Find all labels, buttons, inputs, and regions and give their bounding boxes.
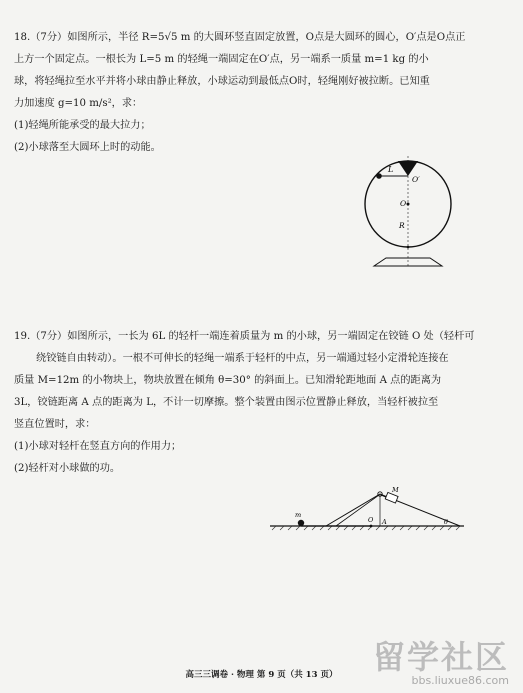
problem-18-line: 18.（7分）如图所示，半径 R=5√5 m 的大圆环竖直固定放置，O点是大圆环的圆心，O′点是O点正 xyxy=(14,32,466,43)
label-R: R xyxy=(399,221,405,230)
problem-19-line: 竖直位置时，求： xyxy=(14,419,96,430)
problem-19-line: 3L，铰链距离 A 点的距离为 L，不计一切摩擦。整个装置由图示位置静止释放，当轻杆被拉至 xyxy=(14,397,439,408)
problem-18-line: 上方一个固定点。一根长为 L=5 m 的轻绳一端固定在O′点，另一端系一质量 m=1 kg 的小 xyxy=(14,54,429,65)
label-A: A xyxy=(382,518,387,526)
question-18-2: (2)小球落至大圆环上时的动能。 xyxy=(14,142,161,153)
problem-19-line: 19.（7分）如图所示，一长为 6L 的轻杆一端连着质量为 m 的小球，另一端固定在铰链 O 处（轻杆可 xyxy=(14,331,475,342)
label-theta: θ xyxy=(444,518,448,526)
watermark xyxy=(373,640,509,687)
center-point xyxy=(407,203,410,206)
figure-incline xyxy=(268,484,468,534)
label-O: O xyxy=(400,199,407,208)
problem-19-line: 质量 M=12m 的小物块上，物块放置在倾角 θ=30° 的斜面上。已知滑轮距地面 A 点的距离为 xyxy=(14,375,442,386)
problem-18-line: 力加速度 g=10 m/s²，求： xyxy=(14,98,143,109)
question-19-2: (2)轻杆对小球做的功。 xyxy=(14,463,121,474)
block xyxy=(385,492,398,503)
label-O: O xyxy=(368,516,374,524)
figure-ring xyxy=(364,150,474,270)
lowest-point xyxy=(407,246,410,249)
problem-19-line: 绕铰链自由转动）。一根不可伸长的轻绳一端系于轻杆的中点，另一端通过轻小定滑轮连接在 xyxy=(36,353,449,364)
page-footer: 高三三调卷 · 物理 第 9 页（共 13 页） xyxy=(185,670,338,680)
hinge xyxy=(370,525,373,528)
problem-19 xyxy=(14,326,510,480)
small-ball xyxy=(298,520,304,526)
label-m: m xyxy=(295,511,302,519)
fixed-support xyxy=(398,161,418,176)
problem-18 xyxy=(14,27,510,159)
ball xyxy=(376,173,382,179)
question-19-1: (1)小球对轻杆在竖直方向的作用力； xyxy=(14,441,182,452)
problem-18-line: 球，将轻绳拉至水平并将小球由静止释放，小球运动到最低点O时，轻绳刚好被拉断。已知重 xyxy=(14,76,430,87)
watermark-url: bbs.liuxue86.com xyxy=(411,674,509,687)
label-O-prime: O′ xyxy=(412,175,420,184)
watermark-logo: 留学社区 xyxy=(372,638,509,676)
label-L: L xyxy=(388,165,394,174)
question-18-1: (1)轻绳所能承受的最大拉力； xyxy=(14,120,151,131)
label-M: M xyxy=(392,486,399,494)
